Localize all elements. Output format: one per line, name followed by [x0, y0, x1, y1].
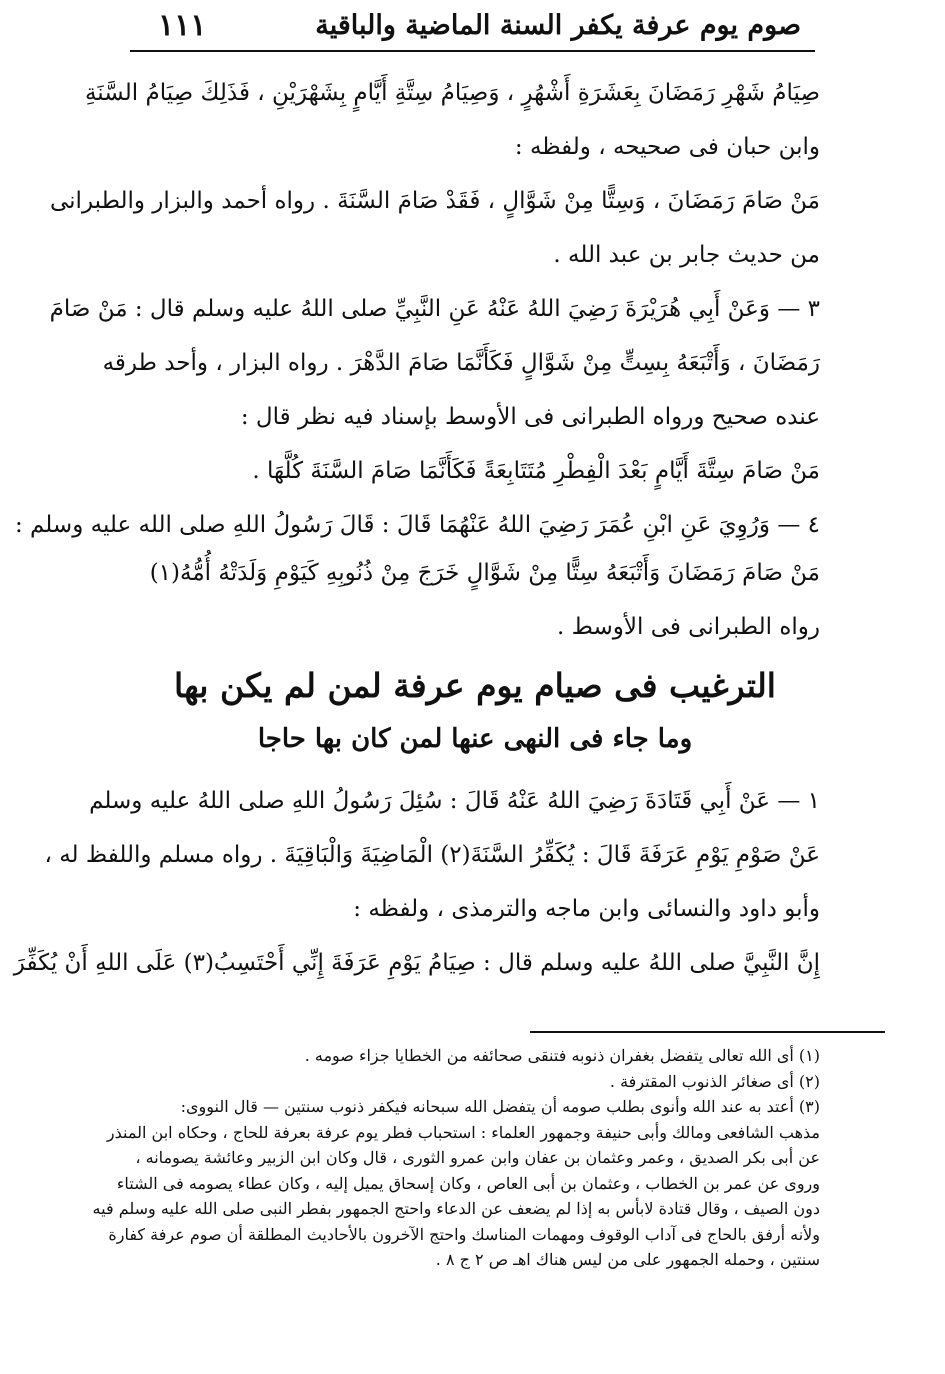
- text-line: رواه الطبرانى فى الأوسط .: [557, 614, 820, 640]
- footnote-line: مذهب الشافعى ومالك وأبى حنيفة وجمهور العلماء : استحباب فطر يوم عرفة بعرفة للحاج ، وحكاه ابن المنذر: [106, 1122, 820, 1142]
- text-line: عَنْ صَوْمِ يَوْمِ عَرَفَةَ قَالَ : يُكَفِّرُ السَّنَةَ(٢) الْمَاضِيَةَ وَالْبَاقِيَةَ . رواه مسلم واللفظ له ،: [44, 842, 820, 868]
- section-title: الترغيب فى صيام يوم عرفة لمن لم يكن بها: [174, 666, 776, 705]
- text-line: ٣ — وَعَنْ أَبِي هُرَيْرَةَ رَضِيَ اللهُ عَنْهُ عَنِ النَّبِيِّ صلى اللهُ عليه وسلم قال : مَنْ صَامَ: [49, 296, 820, 322]
- text-line: ١ — عَنْ أَبِي قَتَادَةَ رَضِيَ اللهُ عَنْهُ قَالَ : سُئِلَ رَسُولُ اللهِ صلى اللهُ عليه وسلم: [89, 788, 820, 814]
- footnotes: [92, 1046, 820, 1276]
- footnote-line: (١) أى الله تعالى يتفضل بغفران ذنوبه فتنقى صحائفه من الخطايا جزاء صومه .: [304, 1046, 820, 1065]
- text-line: مَنْ صَامَ سِتَّةَ أَيَّامٍ بَعْدَ الْفِطْرِ مُتَتَابِعَةً فَكَأَنَّمَا صَامَ السَّنَةَ كُلَّهَا .: [252, 458, 820, 484]
- footnote-divider: [530, 1031, 885, 1033]
- page-header: [130, 6, 815, 52]
- footnote-line: (٣) أعتد به عند الله وأنوى بطلب صومه أن يتفضل الله سبحانه فيكفر ذنوب سنتين — قال النووى:: [180, 1097, 820, 1116]
- footnote-line: ولأنه أرفق بالحاج فى آداب الوقوف ومهمات المناسك واحتج الآخرون بالأحاديث المطلقة أن صوم عرفة كفارة: [108, 1224, 820, 1244]
- footnote-line: عن أبى بكر الصديق ، وعمر وعثمان بن عفان وابن عمرو الثورى ، قال وكان ابن الزبير وعائشة يصومانه ،: [135, 1148, 820, 1167]
- footnote-line: (٢) أى صغائر الذنوب المقترفة .: [609, 1071, 820, 1091]
- main-text: [13, 78, 820, 1002]
- text-line: إِنَّ النَّبِيَّ صلى اللهُ عليه وسلم قال : صِيَامُ يَوْمِ عَرَفَةَ إِنِّي أَحْتَسِبُ(٣) عَلَى اللهِ أَنْ يُكَفِّرَ: [13, 950, 820, 976]
- section-subtitle: وما جاء فى النهى عنها لمن كان بها حاجا: [257, 724, 693, 754]
- text-line: من حديث جابر بن عبد الله .: [553, 242, 820, 268]
- text-line: وابن حبان فى صحيحه ، ولفظه :: [514, 134, 820, 160]
- footnote-line: وروى عن عمر بن الخطاب ، وعثمان بن أبى العاص ، وكان إسحاق يميل إليه ، وكان عطاء يصومه فى الشتاء: [116, 1173, 820, 1193]
- text-line: وأبو داود والنسائى وابن ماجه والترمذى ، ولفظه :: [353, 896, 820, 922]
- text-line: رَمَضَانَ ، وَأَتْبَعَهُ بِسِتٍّ مِنْ شَوَّالٍ فَكَأَنَّمَا صَامَ الدَّهْرَ . رواه البزار ، وأحد طرقه: [102, 350, 820, 376]
- text-line: عنده صحيح ورواه الطبرانى فى الأوسط بإسناد فيه نظر قال :: [240, 404, 820, 430]
- text-line: صِيَامُ شَهْرِ رَمَضَانَ بِعَشَرَةِ أَشْهُرٍ ، وَصِيَامُ سِتَّةِ أَيَّامٍ بِشَهْرَيْنِ ، فَذَلِكَ صِيَامُ السَّنَةِ: [84, 80, 820, 106]
- page-number: ١١١: [158, 8, 207, 43]
- text-line: ٤ — وَرُوِيَ عَنِ ابْنِ عُمَرَ رَضِيَ اللهُ عَنْهُمَا قَالَ : قَالَ رَسُولُ اللهِ صلى الله عليه وسلم :: [14, 512, 820, 538]
- footnote-line: دون الصيف ، وقال قتادة لابأس به إذا لم يضعف عن الدعاء واحتج الجمهور بفطر النبى صلى الله عليه وسلم فيه: [92, 1199, 820, 1218]
- text-line: مَنْ صَامَ رَمَضَانَ ، وَسِتًّا مِنْ شَوَّالٍ ، فَقَدْ صَامَ السَّنَةَ . رواه أحمد والبزار والطبرانى: [49, 188, 820, 214]
- footnote-line: سنتين ، وحمله الجمهور على من ليس هناك اهـ ص ٢ ج ٨ .: [435, 1250, 820, 1269]
- text-line: مَنْ صَامَ رَمَضَانَ وَأَتْبَعَهُ سِتًّا مِنْ شَوَّالٍ خَرَجَ مِنْ ذُنُوبِهِ كَيَوْمِ وَلَدَتْهُ أُمُّهُ(١): [149, 560, 820, 586]
- running-head: صوم يوم عرفة يكفر السنة الماضية والباقية: [315, 10, 801, 41]
